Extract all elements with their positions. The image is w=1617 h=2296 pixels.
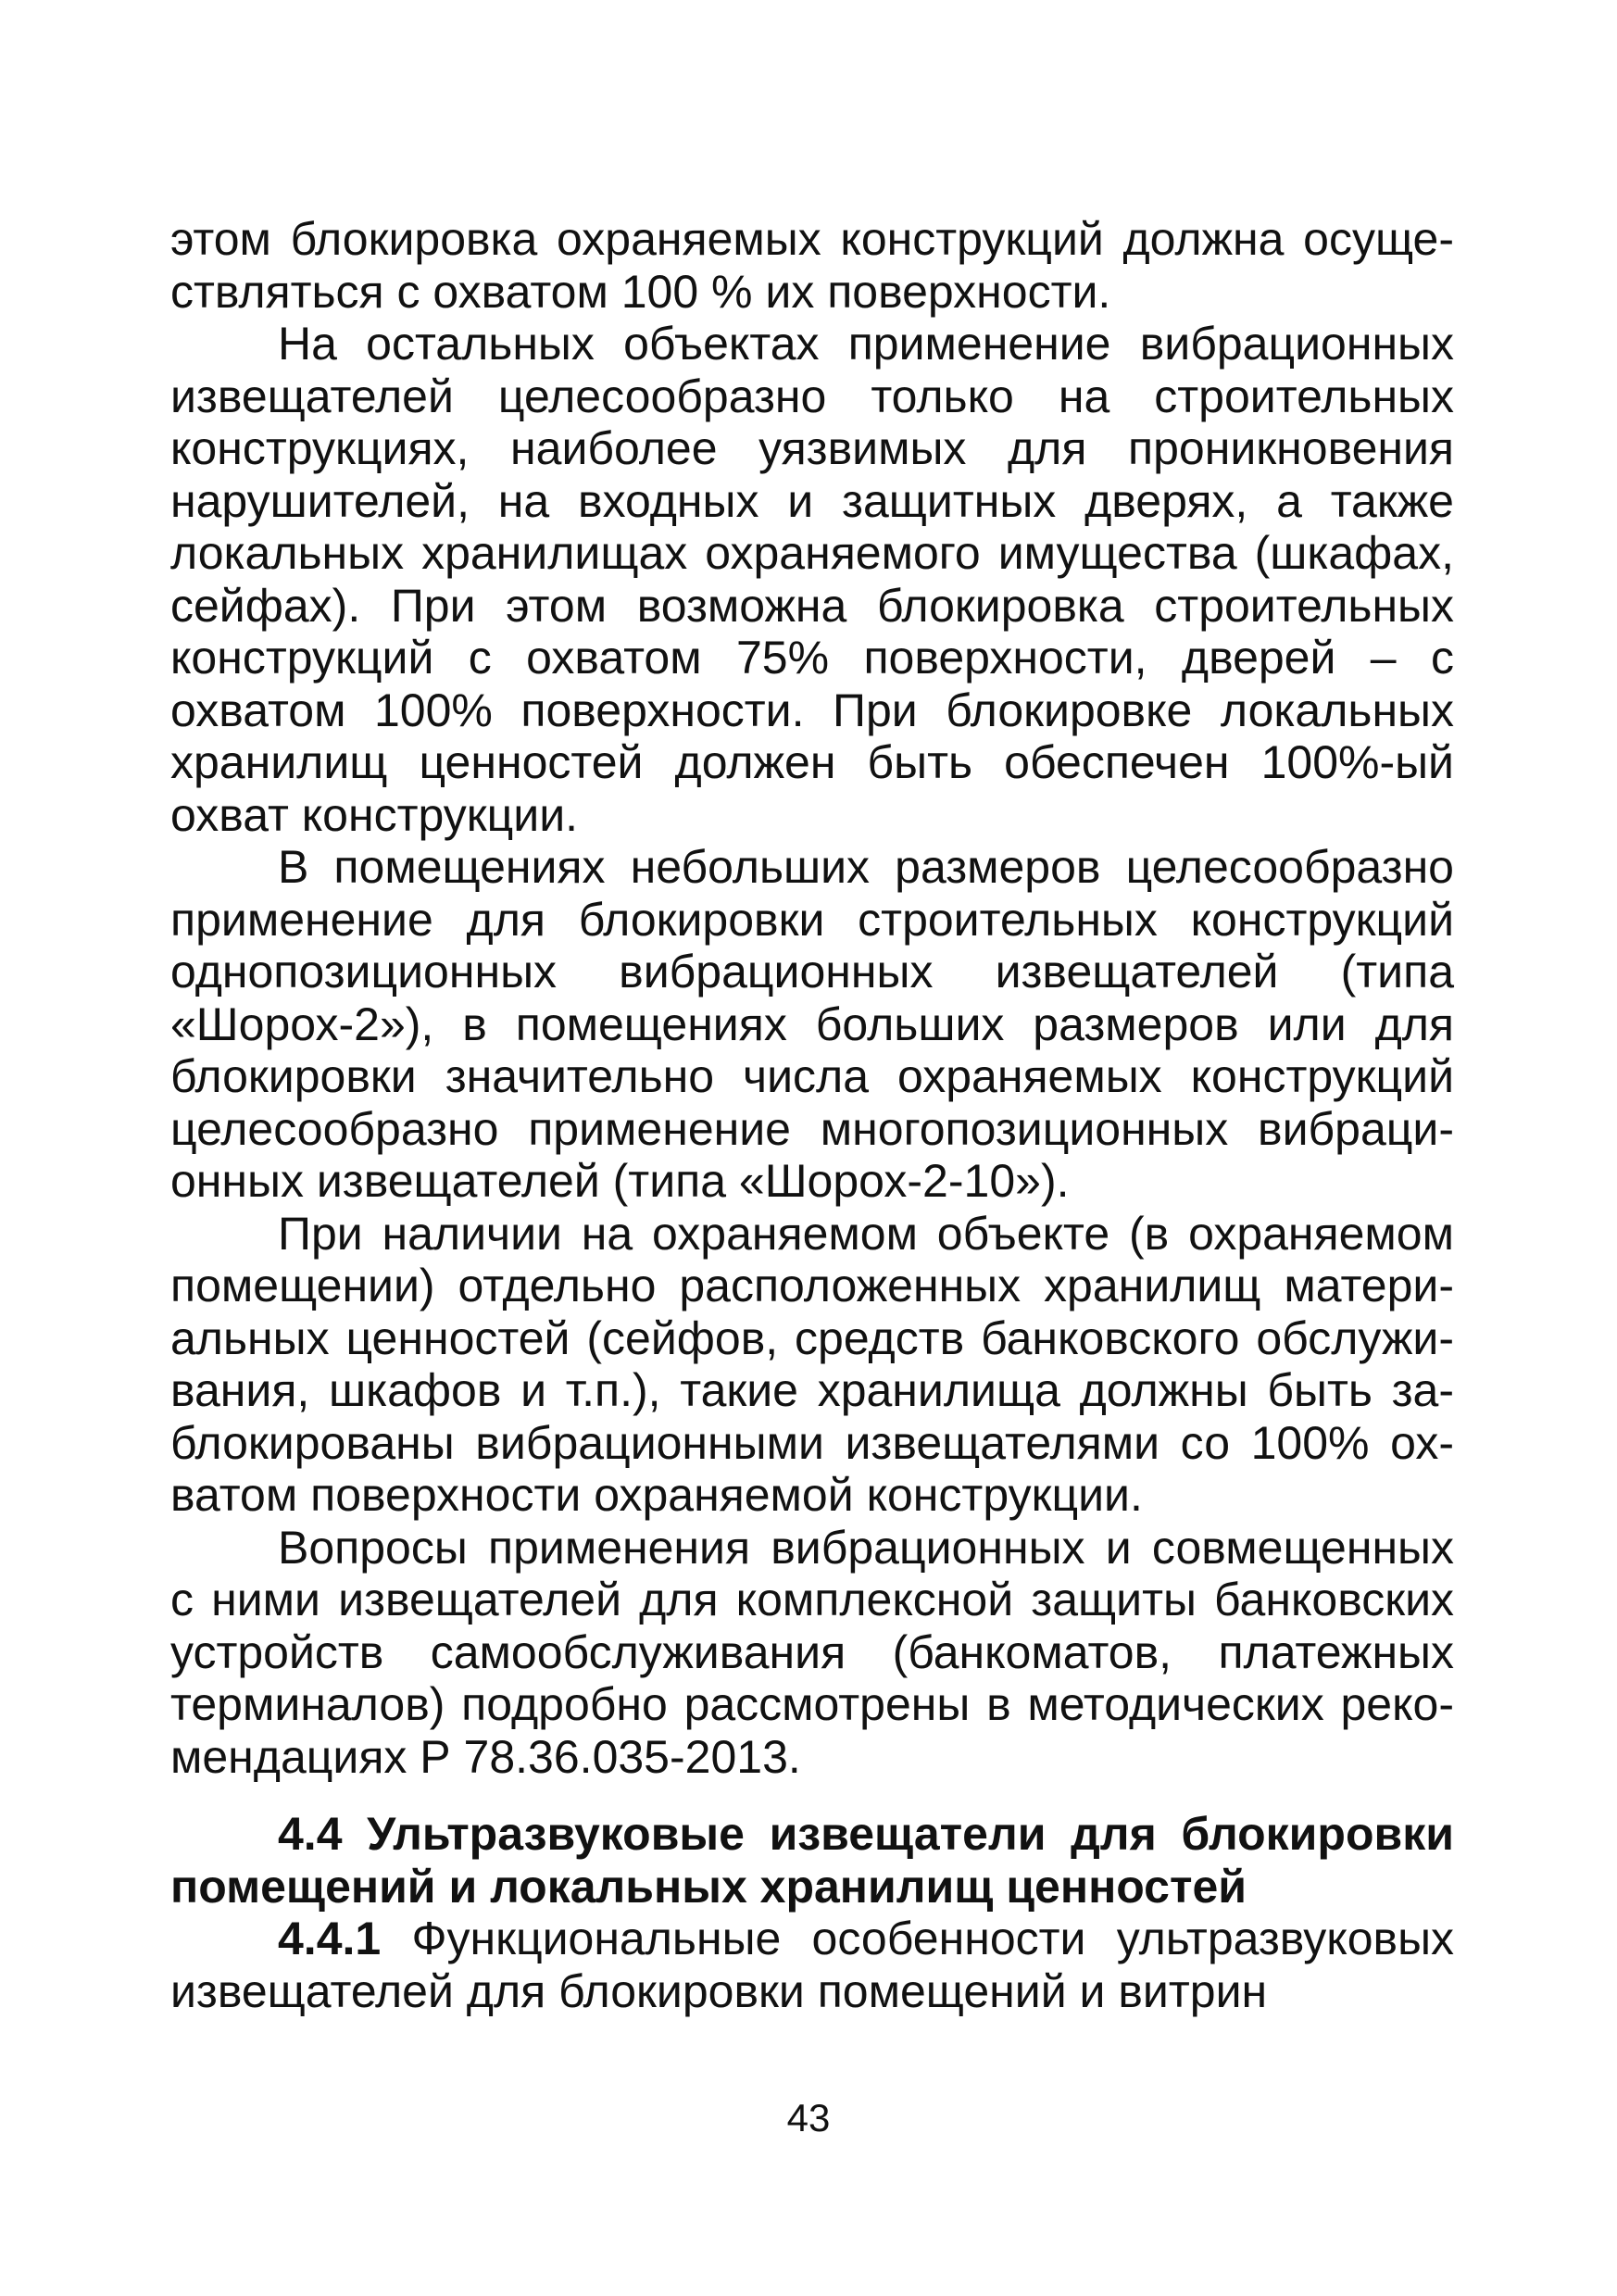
- paragraph-room-sizes: В помещениях небольших размеров целесообразно применение для блокировки строительных конструкций однопозиционных вибрационных извещателей (типа «Шорох-2»), в помещениях больших размеров или для блокировки значительно числа охраняемых конструкций целесообразно применение многопозиционных вибрационных извещателей (типа «Шорох-2-10»).: [170, 841, 1454, 1207]
- subsection-number: 4.4.1: [278, 1913, 382, 1964]
- paragraph-other-objects: На остальных объектах применение вибрационных извещателей целесообразно только на строительных конструкциях, наиболее уязвимых для проникновения нарушителей, на входных и защитных дверях, а также локальных хранилищах охраняемого имущества (шкафах, сейфах). При этом возможна блокировка строительных конструкций с охватом 75% поверхности, дверей – с охватом 100% поверхности. При блокировке локальных хранилищ ценностей должен быть обеспечен 100%-ый охват конструкции.: [170, 318, 1454, 841]
- subsection-heading: [170, 1913, 1454, 2017]
- subsection-title: Функциональные особенности ультразвуковых извещателей для блокировки помещений и витрин: [170, 1913, 1454, 2017]
- paragraph-separate-storage: При наличии на охраняемом объекте (в охраняемом помещении) отдельно расположенных хранилищ материальных ценностей (сейфов, средств банковского обслуживания, шкафов и т.п.), такие хранилища должны быть заблокированы вибрационными извещателями со 100% охватом поверхности охраняемой конструкции.: [170, 1207, 1454, 1521]
- section-heading: 4.4 Ультразвуковые извещатели для блокировки помещений и локальных хранилищ ценностей: [170, 1808, 1454, 1913]
- page-number: 43: [786, 2096, 831, 2139]
- paragraph-bank-devices: Вопросы применения вибрационных и совмещенных с ними извещателей для комплексной защиты банковских устройств самообслуживания (банкоматов, платежных терминалов) подробно рассмотрены в методических рекомендациях Р 78.36.035-2013.: [170, 1521, 1454, 1783]
- document-page: [170, 213, 1454, 2017]
- paragraph-continuation: этом блокировка охраняемых конструкций должна осуществляться с охватом 100 % их поверхности.: [170, 213, 1454, 318]
